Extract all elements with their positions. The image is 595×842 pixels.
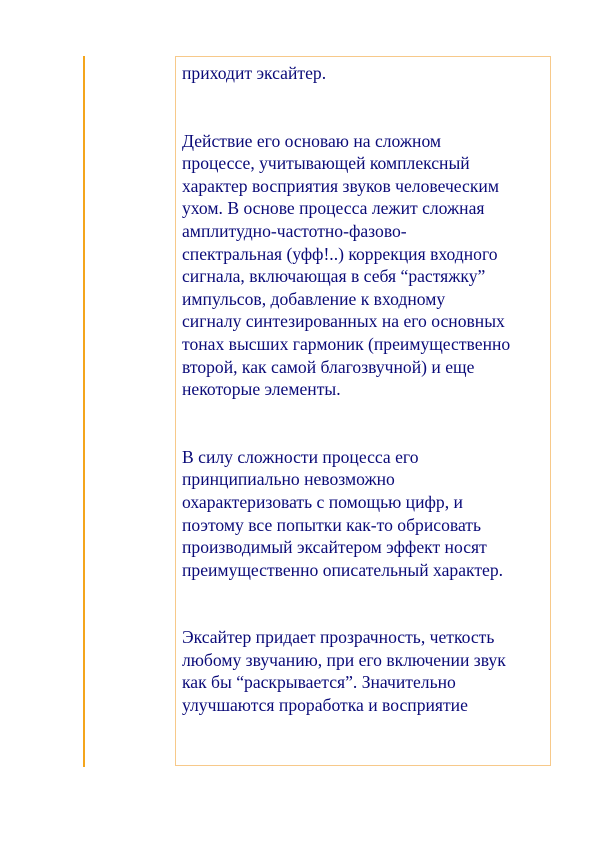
text-frame: [175, 56, 551, 766]
paragraph: В силу сложности процесса его принципиально невозможно охарактеризовать с помощью цифр, и поэтому все попытки как-то обрисовать производимый эксайтером эффект носят преимущественно описательный характер.: [182, 446, 504, 580]
paragraph: Эксайтер придает прозрачность, четкость любому звучанию, при его включении звук как бы “раскрывается”. Значительно улучшаются проработка и восприятие: [182, 627, 506, 716]
margin-rule: [83, 56, 85, 767]
text-content: [182, 62, 551, 717]
paragraph: приходит эксайтер.: [182, 63, 327, 83]
paragraph: Действие его основаю на сложном процессе, учитывающей комплексный характер восприятия звуков человеческим ухом. В основе процесса лежит сложная амплитудно-частотно-фазово- спектральная (уфф!..) коррекция входного сигнала, включающая в себя “растяжку” импульсов, добавление к входному сигналу синтезированных на его основных тонах высших гармоник (преимущественно второй, как самой благозвучной) и еще некоторые элементы.: [182, 130, 511, 400]
